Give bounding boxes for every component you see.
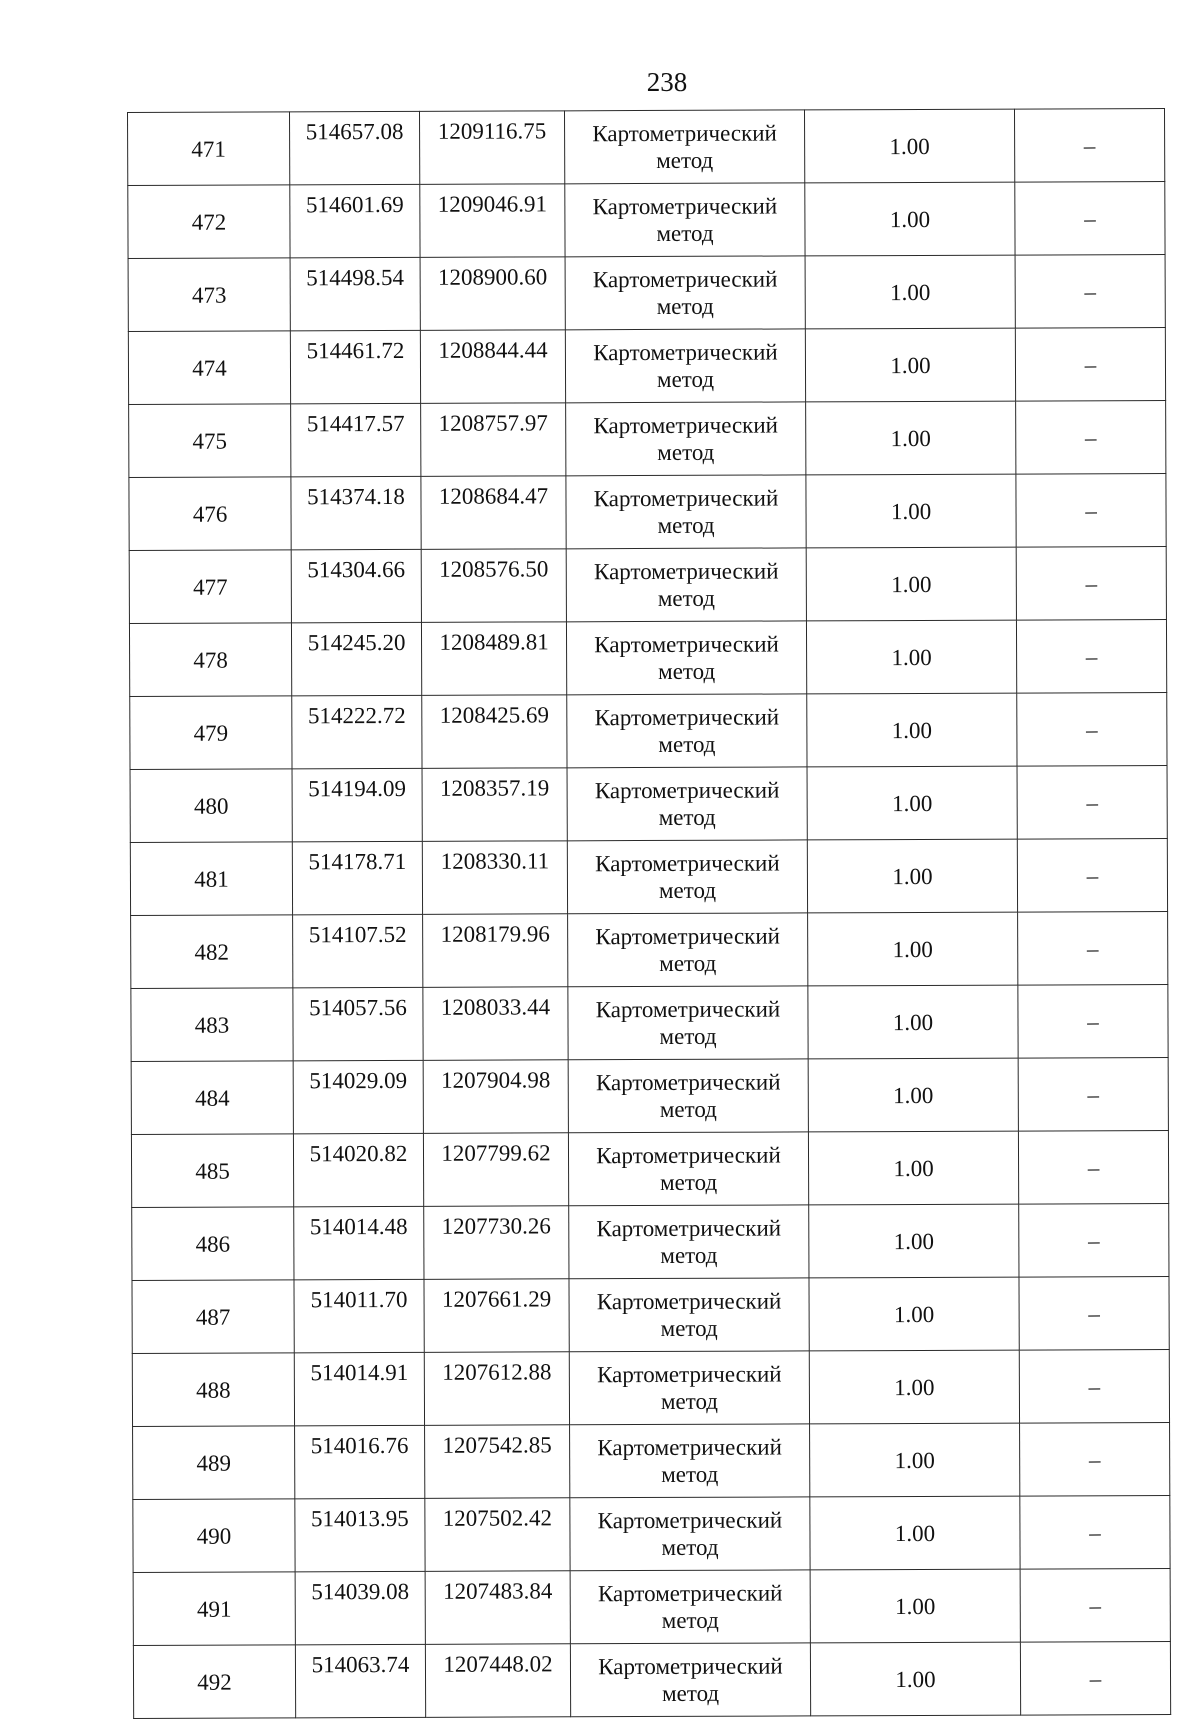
- method-line-2: метод: [657, 585, 715, 611]
- table-row: [129, 547, 1166, 624]
- method-line-1: Картометрический: [596, 1288, 782, 1315]
- note-cell: –: [1016, 620, 1166, 694]
- method-line-1: Картометрический: [598, 1653, 783, 1680]
- method-cell: [568, 1132, 808, 1206]
- coordinate-y-cell: 1208330.11: [422, 841, 567, 915]
- note-cell: –: [1018, 1058, 1168, 1132]
- table-row: [130, 766, 1167, 843]
- accuracy-cell: 1.00: [809, 1277, 1019, 1351]
- table-row: [130, 693, 1167, 770]
- coordinate-x-cell: 514107.52: [293, 914, 423, 987]
- coordinate-y-cell: 1208757.97: [421, 403, 566, 477]
- point-number-cell: 492: [133, 1645, 295, 1719]
- coordinate-y-cell: 1208425.69: [422, 695, 567, 769]
- method-line-1: Картометрический: [595, 1069, 781, 1096]
- coordinate-y-cell: 1208684.47: [421, 476, 566, 550]
- method-line-1: Картометрический: [593, 485, 779, 512]
- note-cell: –: [1020, 1642, 1170, 1716]
- note-cell: –: [1019, 1277, 1169, 1351]
- note-cell: –: [1016, 547, 1166, 621]
- coordinate-x-cell: 514029.09: [293, 1060, 423, 1133]
- method-line-1: Картометрический: [596, 1142, 781, 1169]
- accuracy-cell: 1.00: [804, 109, 1014, 183]
- coordinate-x-cell: 514194.09: [292, 768, 422, 841]
- coordinate-y-cell: 1208576.50: [421, 549, 566, 623]
- point-number-cell: 472: [128, 185, 290, 259]
- method-cell: [570, 1497, 810, 1571]
- table-row: [132, 1204, 1169, 1281]
- table-row: [133, 1569, 1170, 1646]
- table-row: [130, 839, 1167, 916]
- point-number-cell: 478: [129, 623, 291, 697]
- coordinate-x-cell: 514245.20: [291, 622, 421, 695]
- note-cell: –: [1015, 328, 1165, 402]
- table-row: [133, 1496, 1170, 1573]
- point-number-cell: 475: [129, 404, 291, 478]
- note-cell: –: [1015, 255, 1165, 329]
- point-number-cell: 479: [130, 696, 292, 770]
- coordinate-x-cell: 514374.18: [291, 476, 421, 549]
- method-cell: [565, 329, 805, 403]
- coordinate-x-cell: 514063.74: [295, 1644, 425, 1717]
- note-cell: –: [1020, 1423, 1170, 1497]
- method-cell: [569, 1351, 809, 1425]
- method-line-2: метод: [656, 220, 714, 246]
- table-row: [132, 1277, 1169, 1354]
- coordinates-table: [127, 108, 1171, 1719]
- method-cell: [566, 548, 806, 622]
- table-row: [128, 109, 1165, 186]
- point-number-cell: 480: [130, 769, 292, 843]
- table-row: [132, 1350, 1169, 1427]
- method-line-1: Картометрический: [597, 1580, 783, 1607]
- table-row: [131, 1058, 1168, 1135]
- method-line-1: Картометрический: [595, 923, 780, 950]
- method-line-1: Картометрический: [597, 1507, 783, 1534]
- point-number-cell: 488: [132, 1353, 294, 1427]
- table-row: [131, 1131, 1168, 1208]
- method-line-1: Картометрический: [594, 704, 780, 731]
- accuracy-cell: 1.00: [806, 401, 1016, 475]
- coordinate-x-cell: 514498.54: [290, 257, 420, 330]
- method-cell: [569, 1205, 809, 1279]
- method-cell: [569, 1278, 809, 1352]
- coordinate-y-cell: 1207448.02: [425, 1644, 570, 1718]
- coordinate-y-cell: 1207483.84: [425, 1571, 570, 1645]
- table-row: [133, 1642, 1170, 1719]
- accuracy-cell: 1.00: [805, 182, 1015, 256]
- method-line-2: метод: [661, 1534, 719, 1560]
- coordinate-x-cell: 514657.08: [290, 111, 420, 184]
- point-number-cell: 484: [131, 1061, 293, 1135]
- accuracy-cell: 1.00: [810, 1496, 1020, 1570]
- method-line-2: метод: [657, 512, 715, 538]
- method-line-2: метод: [659, 1096, 717, 1122]
- method-cell: [566, 621, 806, 695]
- method-line-2: метод: [660, 1242, 718, 1268]
- method-cell: [564, 110, 804, 184]
- accuracy-cell: 1.00: [806, 547, 1016, 621]
- accuracy-cell: 1.00: [805, 328, 1015, 402]
- coordinate-y-cell: 1207730.26: [424, 1206, 569, 1280]
- method-line-1: Картометрический: [597, 1361, 782, 1388]
- method-cell: [566, 475, 806, 549]
- method-line-2: метод: [656, 147, 714, 173]
- coordinate-x-cell: 514601.69: [290, 184, 420, 257]
- note-cell: –: [1017, 839, 1167, 913]
- coordinate-x-cell: 514178.71: [292, 841, 422, 914]
- method-line-1: Картометрический: [594, 631, 779, 658]
- method-line-2: метод: [658, 731, 716, 757]
- point-number-cell: 481: [130, 842, 292, 916]
- method-line-2: метод: [660, 1169, 718, 1195]
- method-line-1: Картометрический: [593, 339, 778, 366]
- method-cell: [570, 1643, 810, 1717]
- point-number-cell: 474: [128, 331, 290, 405]
- point-number-cell: 483: [131, 988, 293, 1062]
- accuracy-cell: 1.00: [810, 1642, 1020, 1716]
- note-cell: –: [1017, 693, 1167, 767]
- method-cell: [566, 402, 806, 476]
- table-row: [133, 1423, 1170, 1500]
- table-row: [128, 328, 1165, 405]
- table-row: [129, 474, 1166, 551]
- note-cell: –: [1020, 1496, 1170, 1570]
- accuracy-cell: 1.00: [808, 912, 1018, 986]
- coordinate-y-cell: 1207502.42: [425, 1498, 570, 1572]
- method-cell: [568, 986, 808, 1060]
- point-number-cell: 485: [131, 1134, 293, 1208]
- method-line-1: Картометрический: [595, 996, 781, 1023]
- accuracy-cell: 1.00: [807, 839, 1017, 913]
- method-cell: [567, 694, 807, 768]
- accuracy-cell: 1.00: [807, 693, 1017, 767]
- coordinate-y-cell: 1208357.19: [422, 768, 567, 842]
- coordinate-y-cell: 1208489.81: [421, 622, 566, 696]
- coordinate-x-cell: 514039.08: [295, 1571, 425, 1644]
- method-line-2: метод: [656, 293, 714, 319]
- method-cell: [565, 183, 805, 257]
- coordinate-x-cell: 514016.76: [295, 1425, 425, 1498]
- coordinate-y-cell: 1209116.75: [419, 111, 564, 185]
- method-line-2: метод: [661, 1607, 719, 1633]
- table-row: [129, 620, 1166, 697]
- method-line-2: метод: [656, 366, 715, 392]
- accuracy-cell: 1.00: [806, 620, 1016, 694]
- accuracy-cell: 1.00: [807, 766, 1017, 840]
- coordinate-x-cell: 514461.72: [290, 330, 420, 403]
- accuracy-cell: 1.00: [808, 1131, 1018, 1205]
- note-cell: –: [1018, 1131, 1168, 1205]
- method-cell: [565, 256, 805, 330]
- note-cell: –: [1019, 1204, 1169, 1278]
- method-line-1: Картометрический: [593, 558, 779, 585]
- accuracy-cell: 1.00: [808, 1058, 1018, 1132]
- method-cell: [567, 767, 807, 841]
- method-line-2: метод: [660, 1388, 719, 1414]
- point-number-cell: 491: [133, 1572, 295, 1646]
- method-line-1: Картометрический: [595, 850, 780, 877]
- coordinate-x-cell: 514020.82: [293, 1133, 423, 1206]
- coordinate-y-cell: 1207661.29: [424, 1279, 569, 1353]
- accuracy-cell: 1.00: [809, 1204, 1019, 1278]
- method-line-2: метод: [658, 658, 716, 684]
- method-line-1: Картометрический: [596, 1215, 782, 1242]
- note-cell: –: [1019, 1350, 1169, 1424]
- point-number-cell: 490: [133, 1499, 295, 1573]
- method-line-2: метод: [659, 950, 717, 976]
- method-line-1: Картометрический: [593, 412, 779, 439]
- accuracy-cell: 1.00: [806, 474, 1016, 548]
- coordinate-y-cell: 1207904.98: [423, 1060, 568, 1134]
- method-line-1: Картометрический: [594, 777, 780, 804]
- note-cell: –: [1016, 401, 1166, 475]
- note-cell: –: [1018, 985, 1168, 1059]
- point-number-cell: 486: [132, 1207, 294, 1281]
- coordinate-y-cell: 1207799.62: [423, 1133, 568, 1207]
- coordinate-x-cell: 514014.48: [294, 1206, 424, 1279]
- method-line-1: Картометрический: [592, 193, 778, 220]
- note-cell: –: [1014, 109, 1164, 183]
- method-line-1: Картометрический: [592, 266, 778, 293]
- coordinate-x-cell: 514417.57: [291, 403, 421, 476]
- coordinate-x-cell: 514014.91: [294, 1352, 424, 1425]
- page-number: 238: [646, 67, 688, 97]
- accuracy-cell: 1.00: [810, 1569, 1020, 1643]
- point-number-cell: 487: [132, 1280, 294, 1354]
- method-line-1: Картометрический: [592, 120, 777, 147]
- point-number-cell: 471: [128, 112, 290, 186]
- point-number-cell: 476: [129, 477, 291, 551]
- method-cell: [567, 840, 807, 914]
- accuracy-cell: 1.00: [808, 985, 1018, 1059]
- point-number-cell: 489: [133, 1426, 295, 1500]
- accuracy-cell: 1.00: [810, 1423, 1020, 1497]
- coordinate-x-cell: 514304.66: [291, 549, 421, 622]
- coordinate-x-cell: 514011.70: [294, 1279, 424, 1352]
- coordinate-x-cell: 514222.72: [292, 695, 422, 768]
- method-line-2: метод: [659, 1023, 717, 1049]
- note-cell: –: [1016, 474, 1166, 548]
- method-line-2: метод: [658, 804, 716, 830]
- accuracy-cell: 1.00: [809, 1350, 1019, 1424]
- coordinate-y-cell: 1207542.85: [425, 1425, 570, 1499]
- method-line-2: метод: [661, 1461, 719, 1487]
- accuracy-cell: 1.00: [805, 255, 1015, 329]
- coordinate-y-cell: 1208179.96: [423, 914, 568, 988]
- table-body: [128, 109, 1171, 1719]
- point-number-cell: 473: [128, 258, 290, 332]
- note-cell: –: [1017, 766, 1167, 840]
- method-cell: [568, 1059, 808, 1133]
- table-row: [131, 985, 1168, 1062]
- method-line-1: Картометрический: [597, 1434, 782, 1461]
- table-row: [128, 182, 1165, 259]
- method-cell: [570, 1424, 810, 1498]
- point-number-cell: 482: [131, 915, 293, 989]
- coordinate-y-cell: 1208033.44: [423, 987, 568, 1061]
- coordinate-x-cell: 514057.56: [293, 987, 423, 1060]
- coordinate-y-cell: 1208900.60: [420, 257, 565, 331]
- note-cell: –: [1015, 182, 1165, 256]
- table-row: [131, 912, 1168, 989]
- coordinate-y-cell: 1208844.44: [420, 330, 565, 404]
- method-cell: [568, 913, 808, 987]
- note-cell: –: [1018, 912, 1168, 986]
- coordinate-y-cell: 1207612.88: [424, 1352, 569, 1426]
- method-line-2: метод: [660, 1315, 718, 1341]
- coordinate-x-cell: 514013.95: [295, 1498, 425, 1571]
- note-cell: –: [1020, 1569, 1170, 1643]
- point-number-cell: 477: [129, 550, 291, 624]
- method-line-2: метод: [658, 877, 717, 903]
- table-row: [128, 255, 1165, 332]
- method-line-2: метод: [657, 439, 715, 465]
- method-line-2: метод: [661, 1680, 720, 1706]
- coordinate-y-cell: 1209046.91: [420, 184, 565, 258]
- table-row: [129, 401, 1166, 478]
- method-cell: [570, 1570, 810, 1644]
